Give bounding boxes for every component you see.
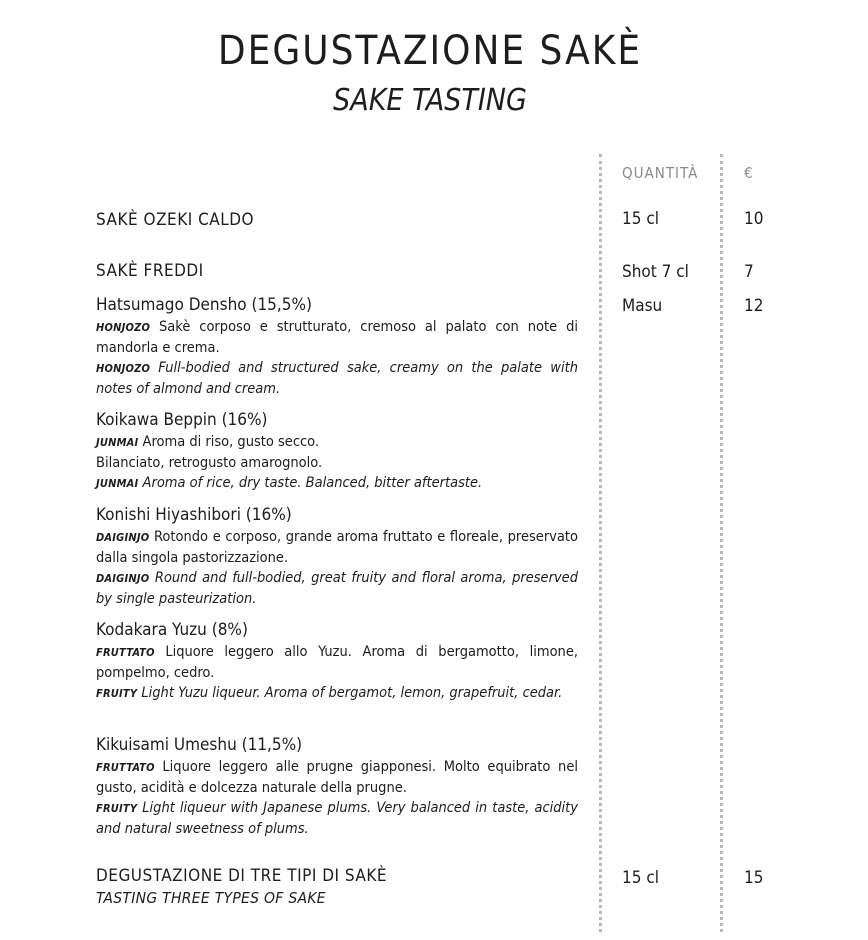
sake-item-koikawa [96, 409, 578, 494]
freddi-masu-price: 12 [744, 296, 764, 316]
sake-type-tag: JUNMAI [96, 436, 139, 449]
quantity-column-header: QUANTITÀ [622, 164, 699, 182]
freddi-masu-quantity: Masu [622, 296, 663, 316]
sake-type-tag: DAIGINJO [96, 531, 150, 544]
sake-description-it [96, 757, 578, 798]
sake-type-tag: DAIGINJO [96, 572, 150, 585]
description-text: Light liqueur with Japanese plums. Very balanced in taste, acidity and natural sweetness of plums. [96, 800, 578, 837]
sake-description-it-line2: Bilanciato, retrogusto amarognolo. [96, 455, 323, 471]
sake-description-en [96, 798, 578, 839]
description-text: Light Yuzu liqueur. Aroma of bergamot, lemon, grapefruit, cedar. [141, 685, 563, 701]
sake-type-tag: FRUITY [96, 802, 138, 815]
sake-type-tag: JUNMAI [96, 477, 139, 490]
page-title: DEGUSTAZIONE SAKÈ [217, 28, 643, 74]
sake-name: Kikuisami Umeshu (11,5%) [96, 735, 303, 755]
ozeki-price: 10 [744, 209, 764, 229]
description-text: Aroma of rice, dry taste. Balanced, bitter aftertaste. [142, 475, 483, 491]
sake-type-tag: HONJOZO [96, 321, 151, 334]
description-text: Aroma di riso, gusto secco. [142, 434, 320, 450]
tasting-quantity: 15 cl [622, 868, 659, 888]
sake-type-tag: FRUTTATO [96, 646, 155, 659]
sake-item-kodakara [96, 619, 578, 704]
price-column-header: € [744, 164, 754, 182]
description-text: Liquore leggero alle prugne giapponesi. Molto equibrato nel gusto, acidità e dolcezza naturale della prugne. [96, 759, 578, 796]
sake-description-it [96, 642, 578, 683]
sake-type-tag: FRUITY [96, 687, 138, 700]
description-text: Liquore leggero allo Yuzu. Aroma di bergamotto, limone, pompelmo, cedro. [96, 644, 578, 681]
sake-description-it [96, 317, 578, 358]
sake-item-kikuisami [96, 734, 578, 839]
sake-name: Hatsumago Densho (15,5%) [96, 295, 313, 315]
description-text: Round and full-bodied, great fruity and floral aroma, preserved by single pasteurization. [96, 570, 578, 607]
tasting-title: DEGUSTAZIONE DI TRE TIPI DI SAKÈ [96, 866, 388, 886]
sake-item-hatsumago [96, 294, 578, 399]
ozeki-caldo-title: SAKÈ OZEKI CALDO [96, 210, 255, 230]
tasting-subtitle: TASTING THREE TYPES OF SAKE [96, 889, 326, 907]
sake-item-konishi [96, 504, 578, 609]
tasting-price: 15 [744, 868, 764, 888]
freddi-shot-price: 7 [744, 262, 754, 282]
page-subtitle: SAKE TASTING [333, 83, 527, 118]
sake-name: Kodakara Yuzu (8%) [96, 620, 248, 640]
freddi-shot-quantity: Shot 7 cl [622, 262, 689, 282]
sake-name: Konishi Hiyashibori (16%) [96, 505, 292, 525]
freddi-title: SAKÈ FREDDI [96, 261, 204, 281]
price-column-divider [720, 154, 723, 932]
sake-description-en [96, 358, 578, 399]
sake-description-en [96, 568, 578, 609]
description-text: Sakè corposo e strutturato, cremoso al palato con note di mandorla e crema. [96, 319, 578, 356]
sake-description-it [96, 432, 578, 453]
sake-description-it [96, 527, 578, 568]
description-text: Rotondo e corposo, grande aroma fruttato e floreale, preservato dalla singola pastorizzazione. [96, 529, 578, 566]
sake-description-en [96, 473, 578, 494]
sake-type-tag: FRUTTATO [96, 761, 155, 774]
sake-type-tag: HONJOZO [96, 362, 151, 375]
quantity-column-divider [599, 154, 602, 932]
sake-name: Koikawa Beppin (16%) [96, 410, 268, 430]
description-text: Full-bodied and structured sake, creamy on the palate with notes of almond and cream. [96, 360, 578, 397]
sake-description-en [96, 683, 578, 704]
ozeki-quantity: 15 cl [622, 209, 659, 229]
